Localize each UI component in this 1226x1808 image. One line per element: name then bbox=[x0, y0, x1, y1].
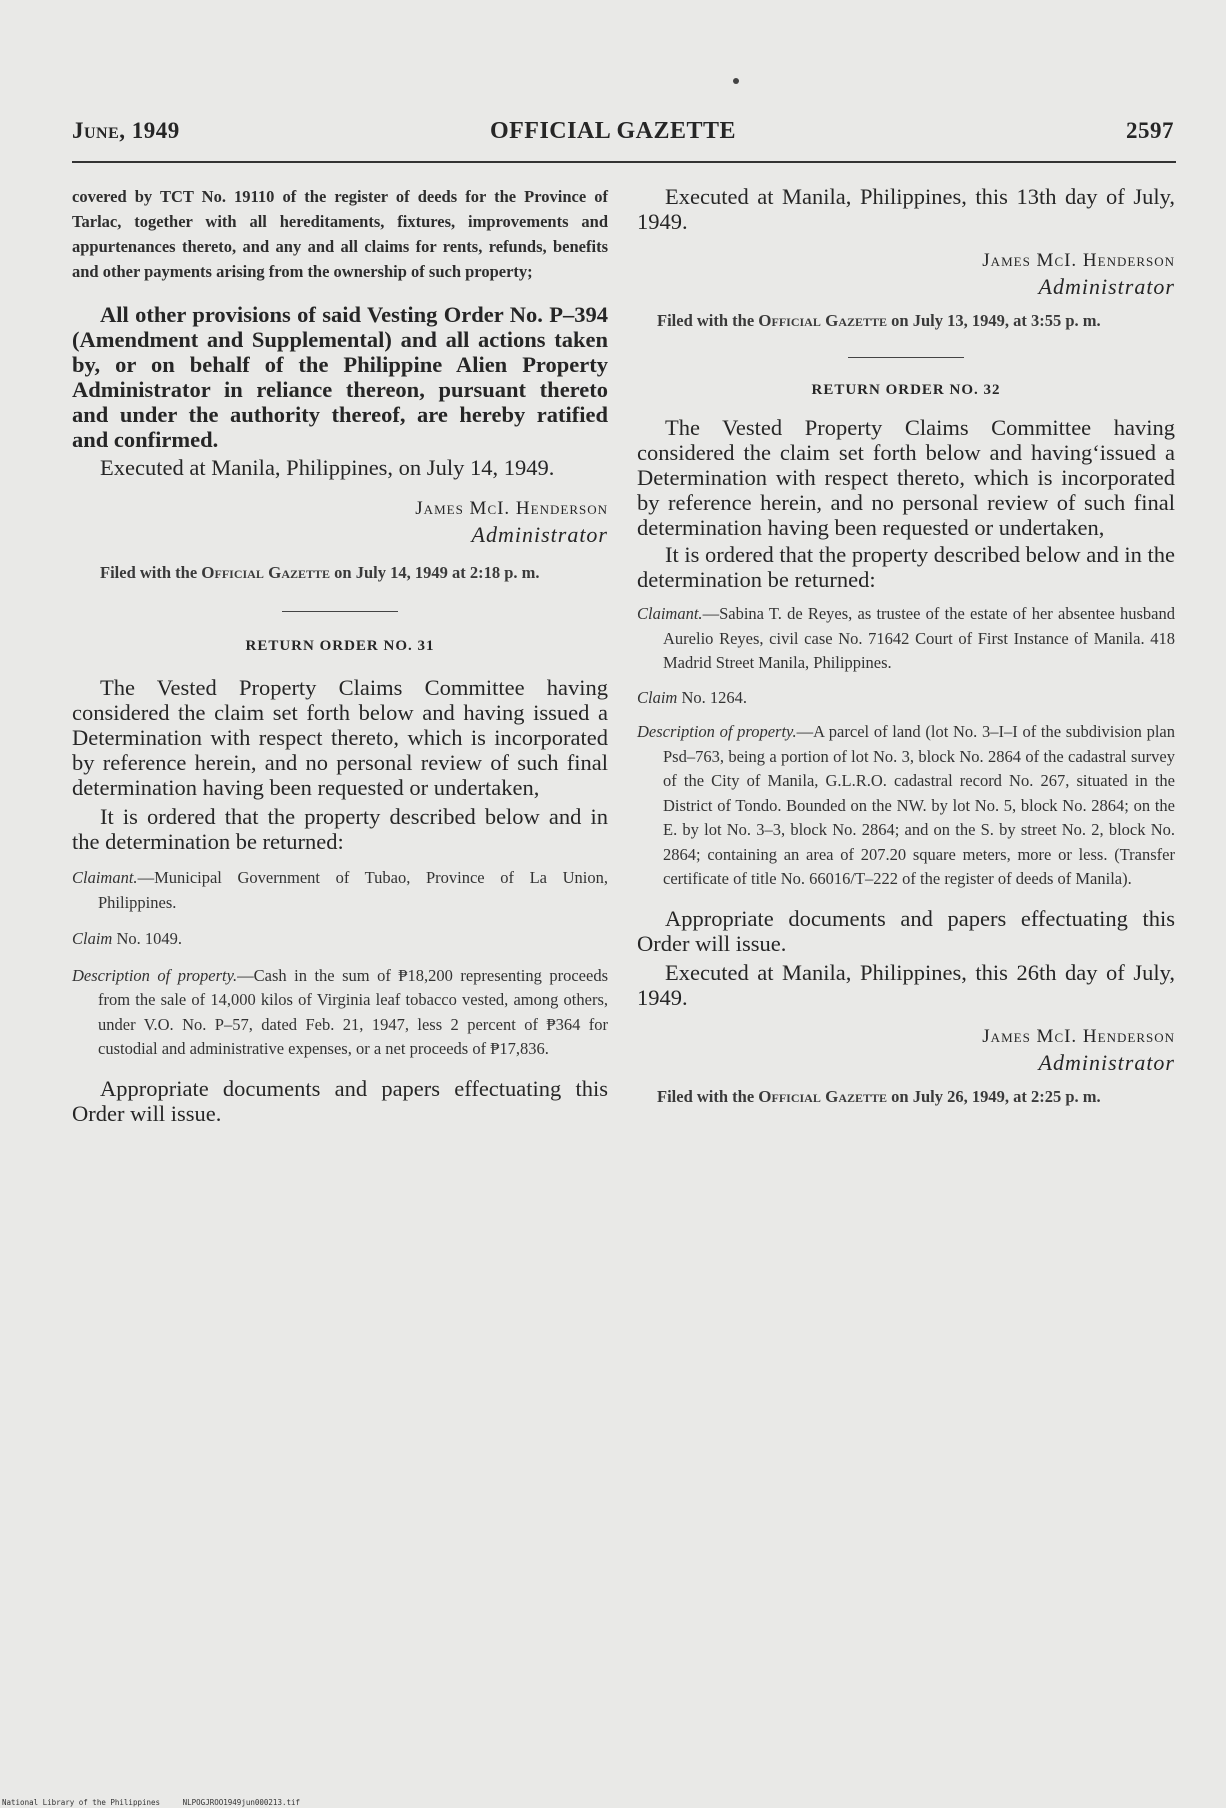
filed1-gazette: Official Gazette bbox=[758, 311, 888, 330]
executed-paragraph: Executed at Manila, Philippines, on July 14, 1949. bbox=[100, 455, 555, 480]
signature-block bbox=[72, 496, 608, 548]
signature-block-2 bbox=[637, 1024, 1175, 1076]
documents-paragraph-right: Appropriate documents and papers effectuating this Order will issue. bbox=[637, 905, 1175, 956]
description-label-right: Description of property. bbox=[637, 722, 797, 741]
claimant-entry bbox=[72, 866, 608, 915]
description-entry bbox=[72, 964, 608, 1062]
section-divider bbox=[282, 611, 398, 612]
claim-text: No. 1049. bbox=[116, 929, 183, 948]
page-number: 2597 bbox=[1126, 118, 1174, 143]
filed-note-2 bbox=[637, 1084, 1175, 1109]
filed1-prefix: Filed with the bbox=[657, 311, 755, 330]
committee-paragraph: The Vested Property Claims Committee having considered the claim set forth below and having issued a Determination with respect thereto, which is incorporated by reference herein, and no personal review of such final determination having been requested or undertaken, bbox=[72, 675, 608, 800]
claimant-text: —Municipal Government of Tubao, Province of La Union, Philippines. bbox=[98, 868, 608, 912]
claim-label-right: Claim bbox=[637, 687, 678, 707]
scan-footer bbox=[2, 1798, 300, 1807]
signature-name: James McI. Henderson bbox=[415, 498, 608, 519]
footer-file: NLPOGJROO1949jun000213.tif bbox=[182, 1798, 301, 1807]
description-entry-right bbox=[637, 720, 1175, 892]
publication-title: OFFICIAL GAZETTE bbox=[489, 118, 737, 144]
intro-paragraph: covered by TCT No. 19110 of the register of deeds for the Province of Tarlac, together with all hereditaments, fixtures, improvements and appurtenances thereto, and any and all claims for rents, refunds, benefits and other payments arising from the ownership of such property; bbox=[72, 187, 608, 281]
claimant-entry-right bbox=[637, 602, 1175, 676]
claimant-label: Claimant. bbox=[72, 868, 138, 887]
right-column bbox=[637, 184, 1175, 1109]
filed2-gazette: Official Gazette bbox=[758, 1086, 888, 1106]
signature-title-1: Administrator bbox=[1038, 274, 1175, 299]
filed-prefix: Filed with the bbox=[100, 563, 198, 582]
documents-paragraph: Appropriate documents and papers effectuating this Order will issue. bbox=[72, 1075, 608, 1126]
scan-speck bbox=[733, 78, 739, 84]
claim-entry bbox=[72, 927, 608, 952]
claimant-label-right: Claimant. bbox=[637, 604, 703, 623]
claim-entry-right bbox=[637, 686, 1175, 711]
claim-label: Claim bbox=[72, 929, 113, 948]
filed-gazette: Official Gazette bbox=[201, 563, 331, 582]
filed-note-1 bbox=[637, 308, 1175, 333]
signature-name-1: James McI. Henderson bbox=[982, 250, 1175, 271]
filed-note bbox=[72, 560, 608, 585]
signature-title-2: Administrator bbox=[1038, 1049, 1175, 1075]
filed1-suffix: on July 13, 1949, at 3:55 p. m. bbox=[891, 311, 1101, 330]
filed2-prefix: Filed with the bbox=[657, 1086, 755, 1106]
section-divider-right bbox=[848, 357, 964, 358]
description-label: Description of property. bbox=[72, 965, 238, 985]
ordered-paragraph: It is ordered that the property described below and in the determination be returned: bbox=[72, 804, 608, 854]
committee-paragraph-right: The Vested Property Claims Committee having considered the claim set forth below and having‘issued a Determination with respect thereto, which is incorporated by reference herein, and no personal review of such final determination having been requested or undertaken, bbox=[637, 415, 1175, 540]
signature-title: Administrator bbox=[471, 522, 608, 547]
filed-suffix: on July 14, 1949 at 2:18 p. m. bbox=[334, 563, 540, 582]
description-text-right: —A parcel of land (lot No. 3–I–I of the subdivision plan Psd–763, being a portion of lot No. 3, block No. 2864 of the cadastral survey of the City of Manila, G.L.R.O. cadastral record No. 267, situated in the District of Tondo. Bounded on the NW. by lot No. 5, block No. 2864; on the E. by lot No. 3–3, block No. 2864; and on the S. by street No. 2, block No. 2864; containing an area of 207.20 square meters, more or less. (Transfer certificate of title No. 66016/T–222 of the register of deeds of Manila). bbox=[663, 722, 1175, 888]
claimant-text-right: —Sabina T. de Reyes, as trustee of the estate of her absentee husband Aurelio Reyes, civil case No. 71642 Court of First Instance of Manila. 418 Madrid Street Manila, Philippines. bbox=[663, 604, 1175, 672]
order-heading: RETURN ORDER NO. 31 bbox=[245, 638, 435, 654]
order-heading-right: RETURN ORDER NO. 32 bbox=[811, 382, 1001, 398]
filed2-suffix: on July 26, 1949, at 2:25 p. m. bbox=[891, 1086, 1101, 1106]
description-text: —Cash in the sum of ₱18,200 representing proceeds from the sale of 14,000 kilos of Virginia leaf tobacco vested, among others, under V.O. No. P–57, dated Feb. 21, 1947, less 2 percent of ₱364 for custodial and administrative expenses, or a net proceeds of ₱17,836. bbox=[98, 965, 608, 1058]
issue-date: June, 1949 bbox=[72, 118, 180, 143]
ordered-paragraph-right: It is ordered that the property described below and in the determination be returned: bbox=[637, 542, 1175, 592]
provisions-paragraph: All other provisions of said Vesting Order No. P–394 (Amendment and Supplemental) and all actions taken by, or on behalf of the Philippine Alien Property Administrator in reliance thereon, pursuant thereto and under the authority thereof, are hereby ratified and confirmed. bbox=[72, 302, 608, 452]
signature-name-2: James McI. Henderson bbox=[982, 1025, 1175, 1047]
executed-top-paragraph: Executed at Manila, Philippines, this 13th day of July, 1949. bbox=[637, 184, 1175, 234]
left-column bbox=[72, 184, 608, 1126]
footer-library: National Library of the Philippines bbox=[2, 1798, 161, 1807]
header-rule bbox=[72, 161, 1176, 163]
signature-block-1 bbox=[637, 248, 1175, 300]
claim-text-right: No. 1264. bbox=[681, 687, 748, 707]
executed-bottom-paragraph: Executed at Manila, Philippines, this 26th day of July, 1949. bbox=[637, 959, 1175, 1010]
